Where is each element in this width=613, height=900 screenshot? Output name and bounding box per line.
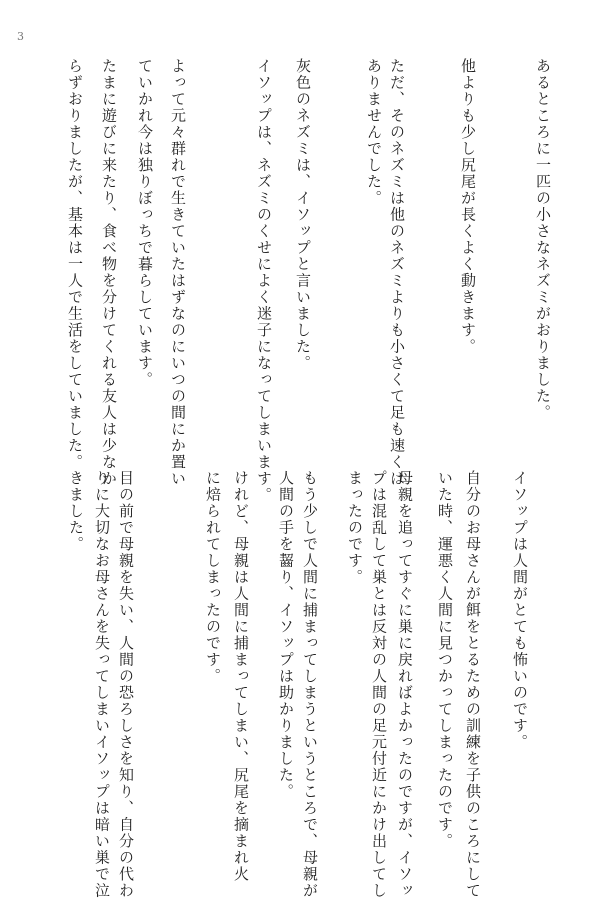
text-line: イソップは、ネズミのくせによく迷子になってしまいます。 [255, 58, 273, 504]
text-line: ていかれ今は独りぼっちで暮らしています。 [136, 58, 154, 388]
text-line: プは混乱して巣とは反対の人間の足元付近にかけ出してし [370, 470, 388, 899]
text-line: 母親を追ってすぐに巣に戻ればよかったのですが、イソッ [396, 470, 414, 899]
text-line: けれど、母親は人間に捕まってしまい、尻尾を摘まれ火 [232, 470, 250, 883]
text-line: もう少しで人間に捕まってしまうというところで、母親が [301, 470, 319, 899]
text-line: まったのです。 [346, 470, 364, 586]
text-line: 他よりも少し尻尾が長くよく動きます。 [459, 58, 477, 355]
text-line: あるところに一匹の小さなネズミがおりました。 [534, 58, 552, 421]
text-line: 灰色のネズミは、イソップと言いました。 [294, 58, 312, 372]
page-number: 3 [17, 30, 24, 43]
text-line: 目の前で母親を失い、人間の恐ろしさを知り、自分の代わ [117, 470, 135, 899]
text-line: よって元々群れで生きていたはずなのにいつの間にか置い [169, 58, 187, 487]
text-line: 自分のお母さんが餌をとるための訓練を子供のころにして [464, 470, 482, 899]
text-line: りに大切なお母さんを失ってしまいイソップは暗い巣で泣 [93, 470, 111, 899]
text-line: らずおりましたが、基本は一人で生活をしていました。 [66, 58, 84, 471]
text-line: 人間の手を齧り、イソップは助かりました。 [277, 470, 295, 800]
text-line: に焙られてしまったのです。 [204, 470, 222, 685]
text-line: ただ、そのネズミは他のネズミよりも小さくて足も速くは [388, 58, 406, 487]
text-line: きました。 [67, 470, 85, 553]
text-line: ありませんでした。 [365, 58, 383, 207]
text-line: たまに遊びに来たり、食べ物を分けてくれる友人は少なか [100, 58, 118, 487]
text-line: イソップは人間がとても怖いのです。 [511, 470, 529, 751]
text-line: いた時、運悪く人間に見つかってしまったのです。 [436, 470, 454, 850]
